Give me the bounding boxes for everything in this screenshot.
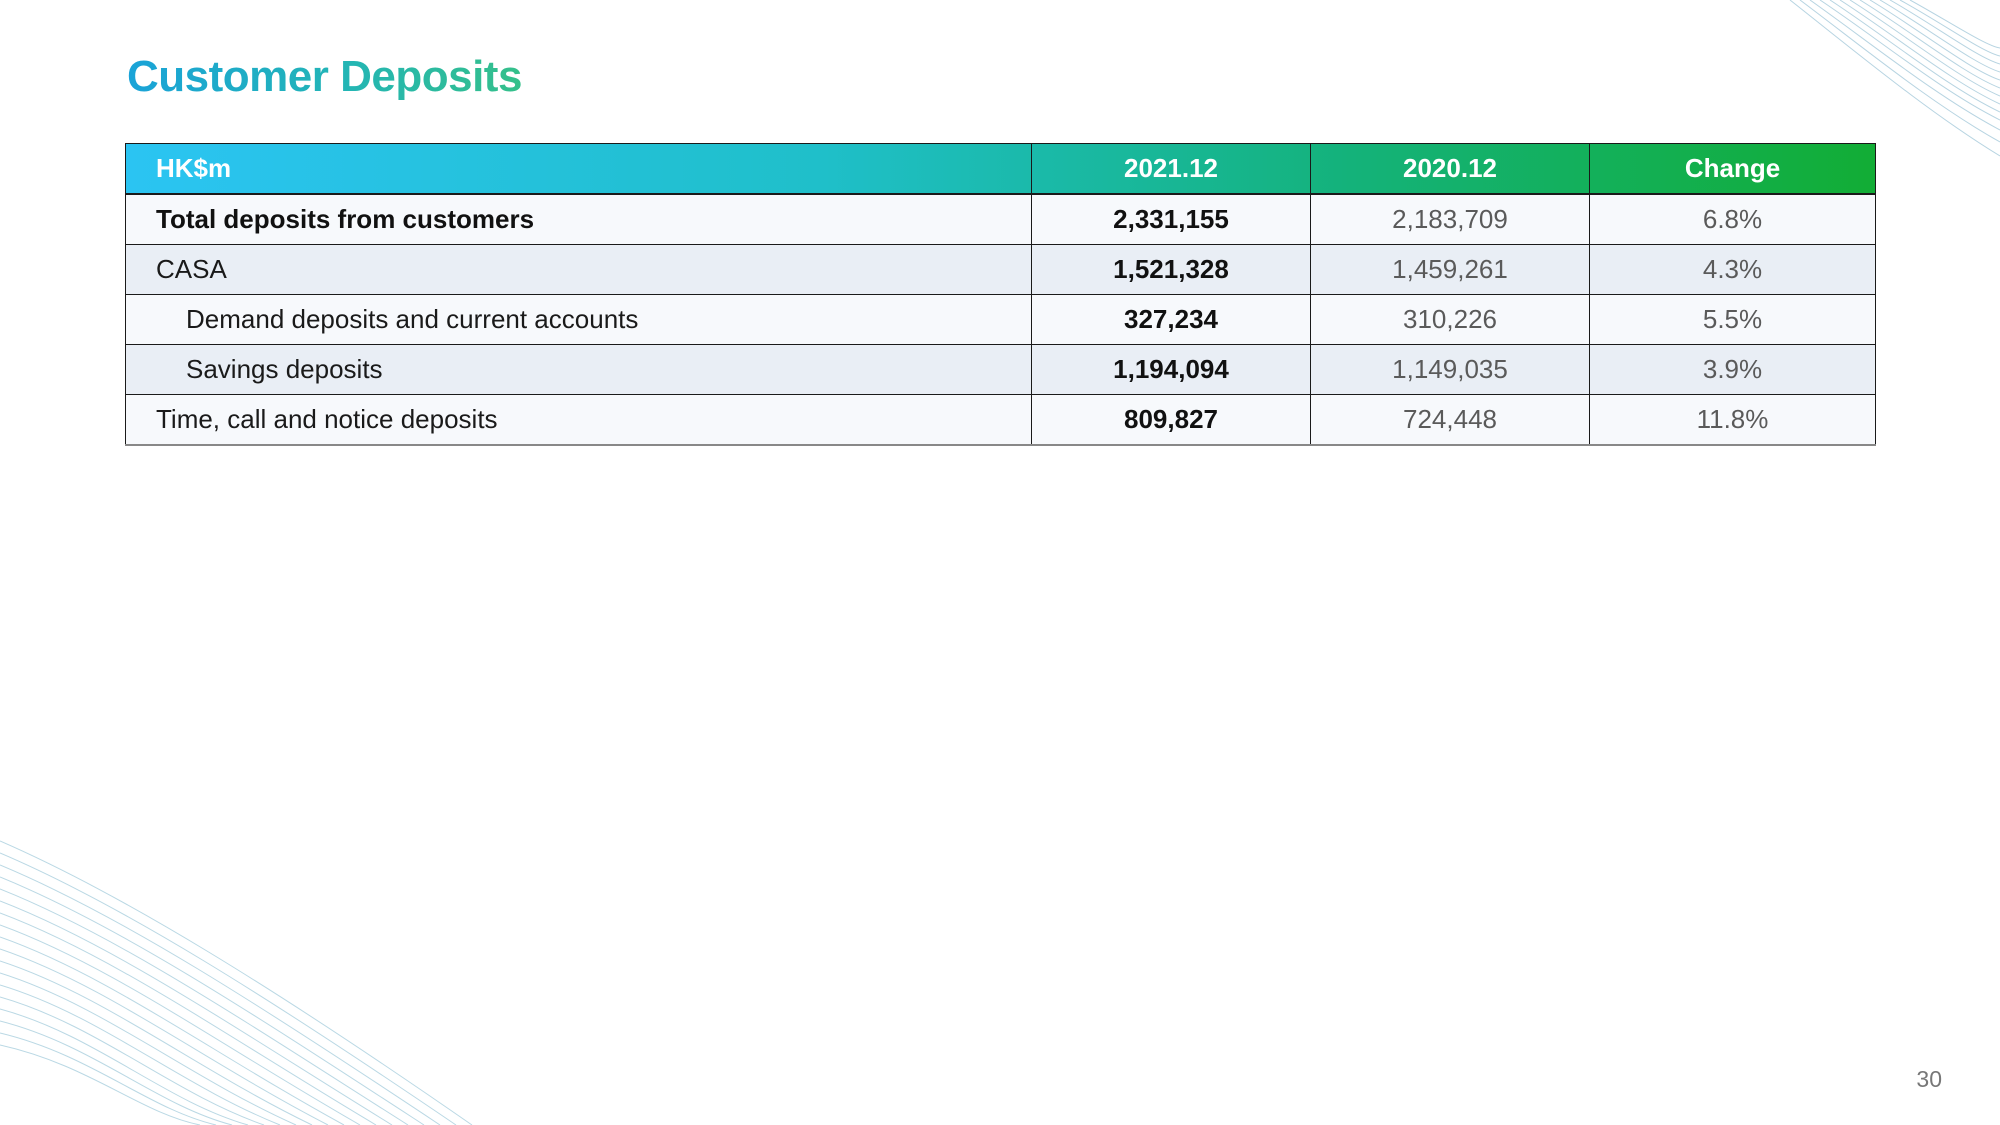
page-title: Customer Deposits: [127, 52, 522, 101]
value-change: 5.5%: [1590, 295, 1876, 345]
header-2021: 2021.12: [1032, 144, 1311, 195]
value-2020: 310,226: [1311, 295, 1590, 345]
value-2020: 1,149,035: [1311, 345, 1590, 395]
decorative-wave-bottom-left: [0, 805, 480, 1125]
header-change: Change: [1590, 144, 1876, 195]
header-2020: 2020.12: [1311, 144, 1590, 195]
page-number: 30: [1916, 1066, 1942, 1092]
value-change: 11.8%: [1590, 395, 1876, 446]
table-row: [126, 295, 1876, 345]
value-2020: 1,459,261: [1311, 245, 1590, 295]
value-change: 6.8%: [1590, 194, 1876, 245]
value-change: 3.9%: [1590, 345, 1876, 395]
value-change: 4.3%: [1590, 245, 1876, 295]
table-row: [126, 395, 1876, 446]
table-row: [126, 194, 1876, 245]
deposits-table: [125, 143, 1876, 446]
value-2020: 2,183,709: [1311, 194, 1590, 245]
row-label: Demand deposits and current accounts: [126, 295, 1032, 345]
row-label: CASA: [126, 245, 1032, 295]
value-2021: 1,521,328: [1032, 245, 1311, 295]
row-label: Total deposits from customers: [126, 194, 1032, 245]
table-row: [126, 245, 1876, 295]
header-unit: HK$m: [126, 144, 1032, 195]
value-2020: 724,448: [1311, 395, 1590, 446]
row-label: Time, call and notice deposits: [126, 395, 1032, 446]
value-2021: 2,331,155: [1032, 194, 1311, 245]
table-row: [126, 345, 1876, 395]
value-2021: 327,234: [1032, 295, 1311, 345]
value-2021: 1,194,094: [1032, 345, 1311, 395]
value-2021: 809,827: [1032, 395, 1311, 446]
row-label: Savings deposits: [126, 345, 1032, 395]
table-header-row: [126, 144, 1876, 195]
